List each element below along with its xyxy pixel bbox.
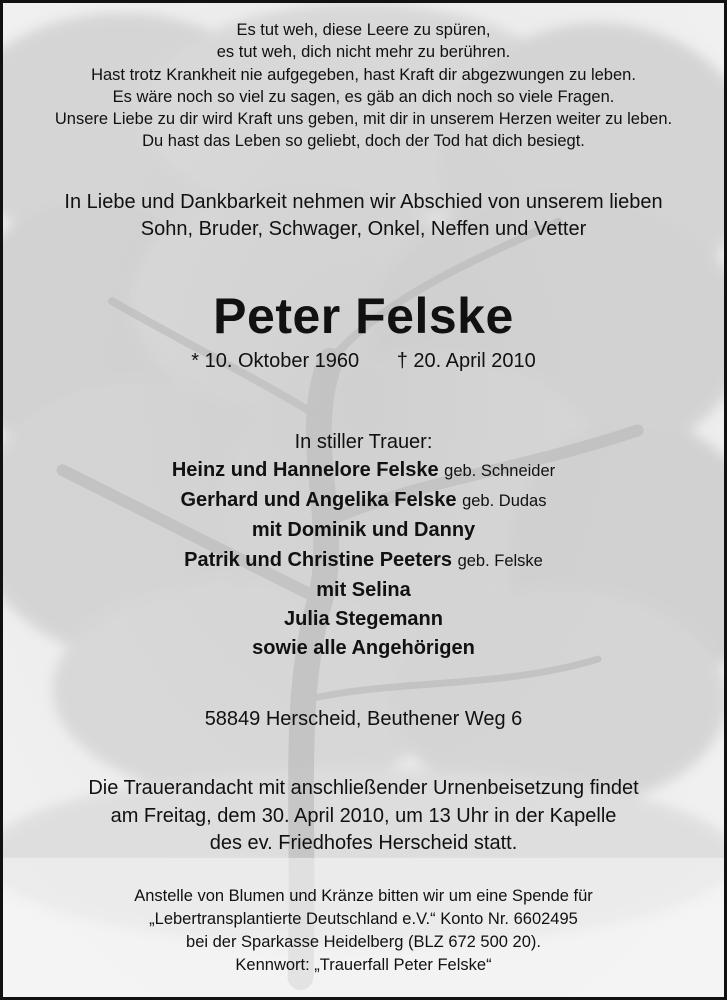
funeral-service-info (3, 775, 724, 858)
donation-line: Kennwort: „Trauerfall Peter Felske“ (235, 956, 492, 974)
intro-line: Sohn, Bruder, Schwager, Onkel, Neffen und Vetter (140, 218, 587, 240)
life-dates (3, 347, 724, 375)
mourner-entry (3, 634, 724, 663)
poem-line: Es wäre noch so viel zu sagen, es gäb an dich noch so viele Fragen. (112, 87, 615, 106)
mourner-name: sowie alle Angehörigen (252, 637, 475, 660)
mourner-entry (3, 576, 724, 605)
mourner-name: Julia Stegemann (284, 608, 443, 631)
donation-line: bei der Sparkasse Heidelberg (BLZ 672 500 20). (186, 933, 541, 951)
mourner-entry (3, 456, 724, 486)
death-date: † 20. April 2010 (396, 350, 536, 372)
poem-line: Du hast das Leben so geliebt, doch der Tod hat dich besiegt. (142, 132, 585, 151)
donation-line: Anstelle von Blumen und Kränze bitten wir um eine Spende für (134, 887, 593, 905)
mourner-name: Heinz und Hannelore Felske (171, 459, 439, 481)
poem-line: Es tut weh, diese Leere zu spüren, (236, 21, 491, 39)
maiden-name: geb. Dudas (462, 492, 547, 511)
mourner-entry (3, 486, 724, 516)
memorial-poem (3, 19, 724, 153)
family-address: 58849 Herscheid, Beuthener Weg 6 (204, 708, 523, 730)
poem-line: Hast trotz Krankheit nie aufgegeben, hast Kraft dir abgezwungen zu leben. (91, 65, 636, 84)
poem-line: es tut weh, dich nicht mehr zu berühren. (216, 43, 511, 62)
maiden-name: geb. Schneider (444, 462, 556, 480)
service-line: des ev. Friedhofes Herscheid statt. (209, 832, 518, 854)
maiden-name: geb. Felske (457, 551, 543, 570)
mourner-name: Patrik und Christine Peeters (184, 548, 452, 571)
service-line: am Freitag, dem 30. April 2010, um 13 Uhr in der Kapelle (110, 804, 617, 827)
mourners-list (3, 456, 724, 663)
service-line: Die Trauerandacht mit anschließender Urnenbeisetzung findet (88, 777, 639, 799)
donation-request (3, 885, 724, 977)
donation-line: „Lebertransplantierte Deutschland e.V.“ Konto Nr. 6602495 (149, 910, 578, 928)
mourner-entry (3, 546, 724, 576)
deceased-name: Peter Felske (213, 288, 514, 344)
farewell-intro (3, 189, 724, 243)
mourner-name: Gerhard und Angelika Felske (180, 489, 457, 512)
mourner-name: mit Dominik und Danny (251, 519, 476, 542)
birth-date: * 10. Oktober 1960 (191, 350, 360, 372)
mourner-name: mit Selina (316, 578, 411, 601)
poem-line: Unsere Liebe zu dir wird Kraft uns geben, mit dir in unserem Herzen weiter zu leben. (54, 110, 673, 129)
intro-line: In Liebe und Dankbarkeit nehmen wir Abschied von unserem lieben (64, 191, 663, 213)
mourner-entry (3, 516, 724, 545)
mourners-heading: In stiller Trauer: (294, 431, 433, 453)
mourner-entry (3, 605, 724, 634)
